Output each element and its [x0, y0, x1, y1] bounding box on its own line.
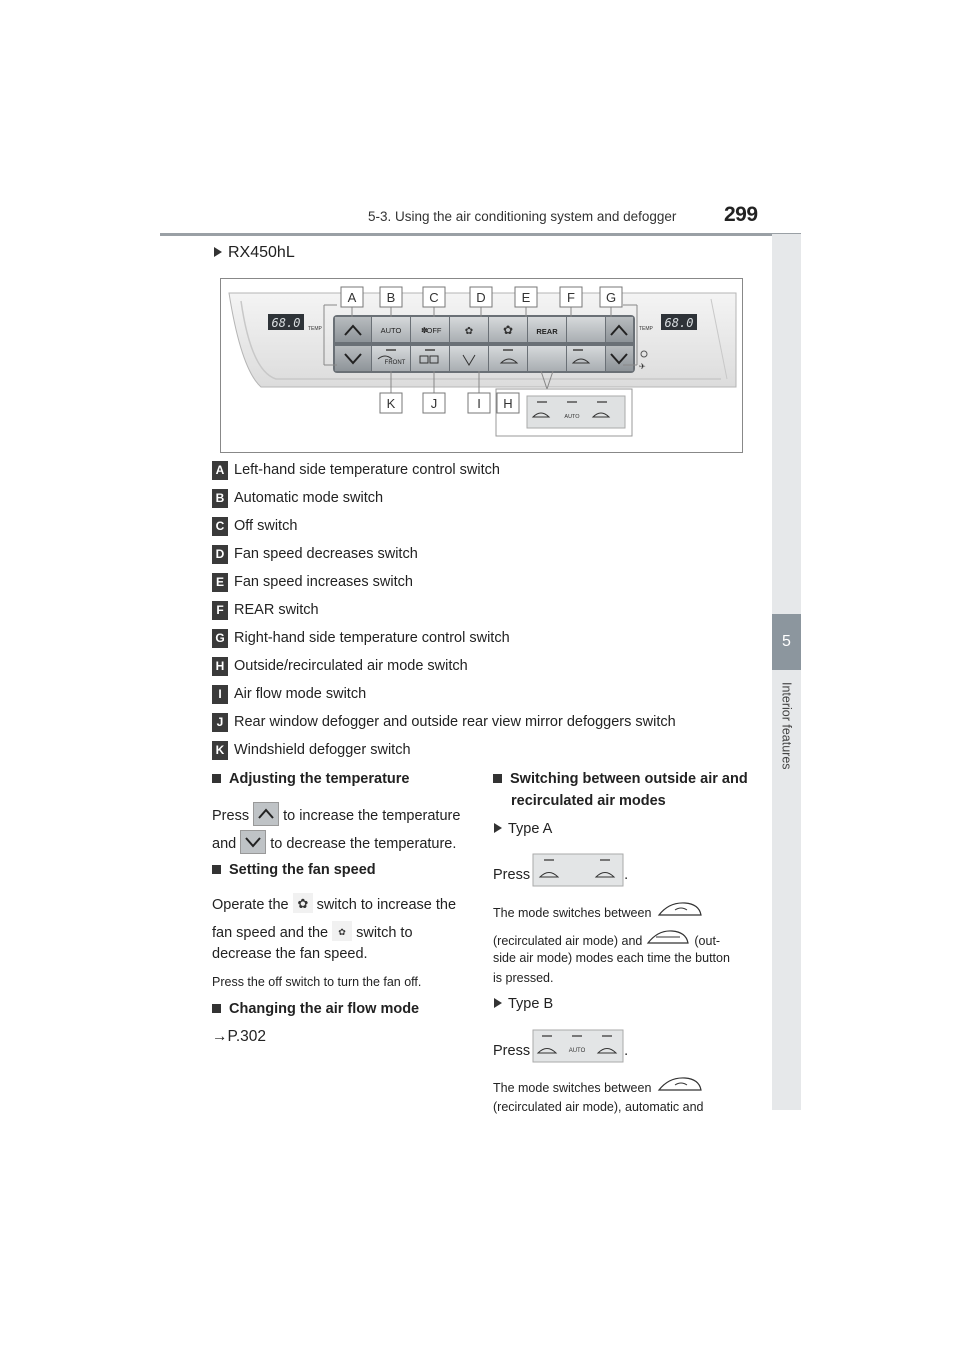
type-a-desc-line3: side air mode) modes each time the button — [493, 951, 730, 965]
side-tab-background — [772, 234, 801, 614]
svg-text:K: K — [386, 396, 396, 411]
type-a-label: Type A — [494, 821, 552, 837]
legend-badge: K — [212, 741, 228, 760]
svg-text:G: G — [605, 290, 617, 305]
temp-heading: Adjusting the temperature — [212, 771, 409, 787]
svg-text:C: C — [429, 290, 439, 305]
side-tab-number[interactable]: 5 — [772, 614, 801, 670]
air-mode-heading-line2: recirculated air modes — [511, 793, 666, 809]
header-rule — [160, 233, 801, 236]
fan-increase-icon — [293, 893, 313, 913]
auto-button-label: AUTO — [380, 326, 402, 335]
svg-text:D: D — [476, 290, 486, 305]
off-button-label: OFF — [426, 326, 442, 335]
type-b-desc-line1: The mode switches between — [493, 1077, 707, 1100]
legend-item-j: J Rear window defogger and outside rear view mirror defoggers switch — [212, 711, 676, 733]
legend-badge: E — [212, 573, 228, 592]
legend-badge: B — [212, 489, 228, 508]
fan-text-line3: decrease the fan speed. — [212, 946, 368, 962]
svg-text:A: A — [347, 290, 357, 305]
down-arrow-key-icon — [240, 830, 266, 854]
svg-text:I: I — [477, 396, 481, 411]
svg-text:B: B — [386, 290, 396, 305]
triangle-bullet-icon — [214, 247, 222, 257]
fan-text-line2: fan speed and the ✿ switch to — [212, 923, 413, 943]
type-b-label: Type B — [494, 996, 553, 1012]
legend-item-d: D Fan speed decreases switch — [212, 543, 418, 565]
svg-text:✿: ✿ — [338, 928, 346, 938]
legend-item-h: H Outside/recirculated air mode switch — [212, 655, 468, 677]
page-number: 299 — [724, 203, 758, 226]
legend-item-f: F REAR switch — [212, 599, 319, 621]
recirculated-air-icon — [655, 899, 703, 922]
right-temp-label: TEMP — [639, 326, 653, 332]
recirculated-air-icon — [655, 1074, 703, 1097]
svg-text:✿: ✿ — [502, 323, 514, 337]
square-bullet-icon — [212, 865, 221, 874]
left-temp-label: TEMP — [308, 326, 322, 332]
svg-text:✽: ✽ — [421, 326, 428, 335]
type-b-press-line: Press AUTO . — [493, 1032, 628, 1070]
airflow-heading: Changing the air flow mode — [212, 1001, 419, 1017]
legend-item-b: B Automatic mode switch — [212, 487, 383, 509]
inset-auto-label: AUTO — [564, 414, 580, 420]
up-arrow-key-icon — [253, 802, 279, 826]
legend-badge: F — [212, 601, 228, 620]
type-a-desc-line2: (recirculated air mode) and (out- — [493, 930, 720, 953]
legend-item-i: I Air flow mode switch — [212, 683, 366, 705]
legend-badge: C — [212, 517, 228, 536]
svg-text:✿: ✿ — [464, 326, 474, 337]
square-bullet-icon — [493, 774, 502, 783]
type-a-desc-line1: The mode switches between — [493, 902, 707, 925]
svg-text:J: J — [430, 396, 438, 411]
temp-text-line1: Press to increase the temperature — [212, 804, 460, 828]
square-bullet-icon — [212, 1004, 221, 1013]
type-a-desc-line4: is pressed. — [493, 971, 554, 985]
fan-note: Press the off switch to turn the fan off. — [212, 975, 422, 989]
svg-text:✈: ✈ — [639, 362, 646, 371]
outside-air-icon — [646, 927, 690, 950]
right-temp-display: 68.0 — [664, 316, 694, 330]
airflow-page-reference[interactable]: →P.302 — [212, 1028, 267, 1045]
legend-badge: I — [212, 685, 228, 704]
legend-badge: H — [212, 657, 228, 676]
svg-text:F: F — [567, 290, 575, 305]
legend-item-g: G Right-hand side temperature control switch — [212, 627, 510, 649]
side-tab-label: Interior features — [779, 682, 794, 770]
type-a-press-line: Press . — [493, 856, 628, 894]
front-button-label: FRONT — [384, 360, 406, 366]
svg-text:H: H — [503, 396, 513, 411]
fan-heading: Setting the fan speed — [212, 862, 376, 878]
control-panel-figure — [220, 278, 743, 453]
type-b-auto-label: AUTO — [568, 1048, 586, 1054]
type-a-button-icon — [532, 853, 624, 891]
triangle-bullet-icon — [494, 823, 502, 833]
square-bullet-icon — [212, 774, 221, 783]
fan-text-line1: Operate the ✿ switch to increase the — [212, 895, 456, 915]
top-callouts — [341, 287, 622, 307]
model-label: RX450hL — [214, 244, 295, 262]
legend-item-k: K Windshield defogger switch — [212, 739, 411, 761]
section-title: 5-3. Using the air conditioning system and defogger — [368, 209, 677, 224]
type-b-desc-line2: (recirculated air mode), automatic and — [493, 1100, 704, 1114]
legend-item-e: E Fan speed increases switch — [212, 571, 413, 593]
svg-text:E: E — [521, 290, 531, 305]
legend-item-a: A Left-hand side temperature control switch — [212, 459, 500, 481]
triangle-bullet-icon — [494, 998, 502, 1008]
bottom-row-buttons — [335, 346, 633, 371]
left-temp-display: 68.0 — [271, 316, 301, 330]
air-mode-heading-line1: Switching between outside air and — [493, 771, 748, 787]
legend-badge: G — [212, 629, 228, 648]
svg-text:✿: ✿ — [297, 897, 309, 912]
type-b-button-icon — [532, 1029, 624, 1067]
rear-button-label: REAR — [536, 327, 558, 336]
legend-badge: A — [212, 461, 228, 480]
legend-badge: J — [212, 713, 228, 732]
temp-text-line2: and to decrease the temperature. — [212, 832, 456, 856]
bottom-callouts — [380, 393, 519, 413]
fan-decrease-icon — [332, 921, 352, 941]
control-panel-illustration — [221, 279, 742, 452]
legend-badge: D — [212, 545, 228, 564]
legend-item-c: C Off switch — [212, 515, 297, 537]
